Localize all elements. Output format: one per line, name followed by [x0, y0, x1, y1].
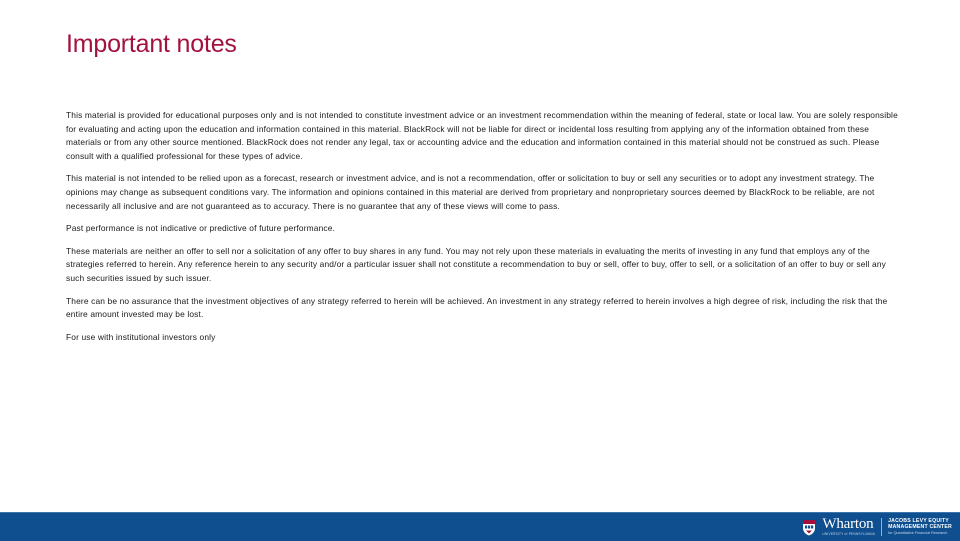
wharton-logo — [822, 517, 875, 536]
jacobs-levy-line1: JACOBS LEVY EQUITY — [888, 518, 949, 525]
jacobs-levy-logo — [888, 519, 952, 535]
logo-divider — [881, 518, 882, 536]
wharton-wordmark: Wharton — [822, 516, 874, 533]
disclaimer-paragraph-not-advice: This material is not intended to be relied upon as a forecast, research or investment advice, and is not a recommendation, offer or solicitation to buy or sell any securities or to adopt any investment strategy. The opinions may change as subsequent conditions vary. The information and opinions contained in this material are derived from proprietary and nonproprietary sources deemed by BlackRock to be reliable, are not necessarily all inclusive and are not guaranteed as to accuracy. There is no guarantee that any of these views will come to pass. — [66, 173, 875, 211]
wharton-subtitle: UNIVERSITY of PENNSYLVANIA — [822, 532, 876, 537]
disclaimer-body — [66, 109, 898, 353]
disclaimer-paragraph-no-offer: These materials are neither an offer to sell nor a solicitation of any offer to buy shares in any fund. You may not rely upon these materials in evaluating the merits of investing in any fund that employs any of the strategies referred to herein. Any reference herein to any security and/or a particular issuer shall not constitute a recommendation to buy or sell, offer to buy, offer to sell, or a solicitation of an offer to buy or sell any such securities issued by such issuer. — [66, 245, 887, 283]
slide-title: Important notes — [66, 30, 237, 58]
disclaimer-paragraph-institutional: For use with institutional investors only — [66, 331, 216, 342]
disclaimer-paragraph-risk: There can be no assurance that the investment objectives of any strategy referred to herein will be achieved. An investment in any strategy referred to herein involves a high degree of risk, including the risk that the entire amount invested may be lost. — [66, 295, 888, 320]
footer-bar — [0, 512, 960, 541]
jacobs-levy-line3: for Quantitative Financial Research — [888, 530, 948, 535]
disclaimer-paragraph-past-performance: Past performance is not indicative or predictive of future performance. — [66, 223, 336, 234]
jacobs-levy-line2: MANAGEMENT CENTER — [888, 523, 952, 530]
penn-shield-icon — [802, 519, 816, 536]
disclaimer-paragraph-educational: This material is provided for educational purposes only and is not intended to constitute investment advice or an investment recommendation within the meaning of federal, state or local law. You are solely responsible for evaluating and acting upon the education and information contained in this material. BlackRock will not be liable for direct or incidental loss resulting from applying any of the information obtained from these materials or from any other source mentioned. BlackRock does not render any legal, tax or accounting advice and the education and information contained in this material should not be construed as such. Please consult with a qualified professional for these types of advice. — [66, 110, 898, 161]
footer-logos — [802, 516, 952, 538]
